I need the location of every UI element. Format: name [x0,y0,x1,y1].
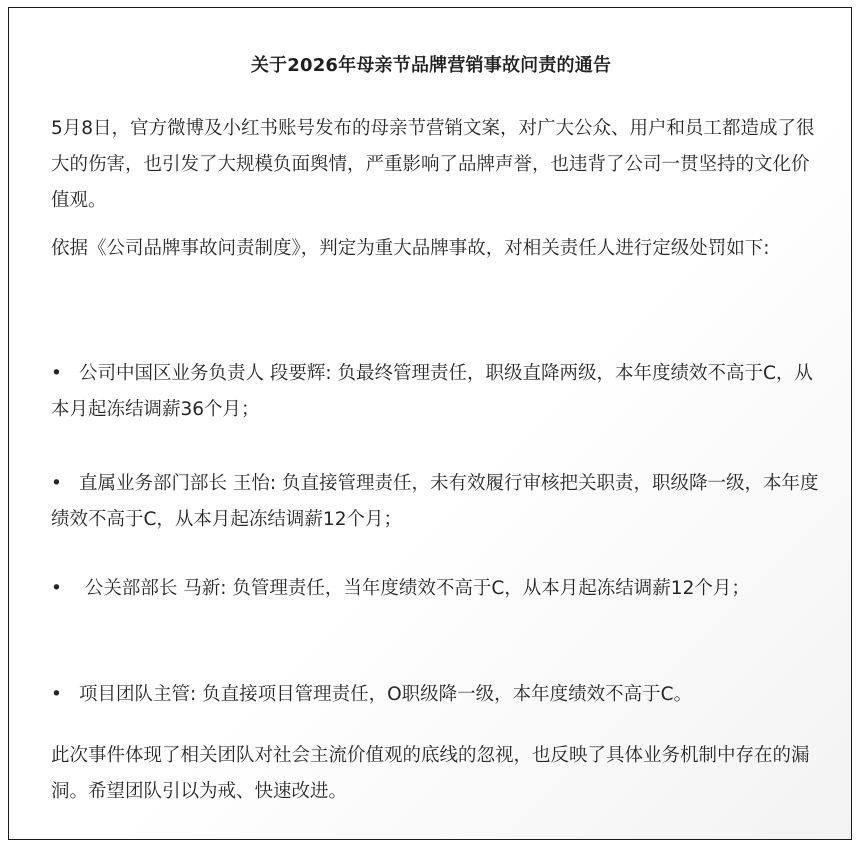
bullet-icon: • [51,363,62,384]
bullet-icon: • [51,684,62,705]
intro-paragraph: 5月8日，官方微博及小红书账号发布的母亲节营销文案，对广大公众、用户和员工都造成了很大的伤害，也引发了大规模负面舆情，严重影响了品牌声誉，也违背了公司一贯坚持的文化价值观。 [51,118,815,211]
penalty-text: 项目团队主管: 负直接项目管理责任，O职级降一级，本年度绩效不高于C。 [79,684,693,705]
basis-paragraph: 依据《公司品牌事故问责制度》，判定为重大品牌事故，对相关责任人进行定级处罚如下: [51,238,770,259]
penalty-item [51,466,821,538]
bullet-icon: • [51,473,62,494]
penalty-text: 公关部部长 马新: 负管理责任，当年度绩效不高于C，从本月起冻结调薪12个月； [79,578,750,599]
penalty-item [51,677,821,713]
penalty-text: 公司中国区业务负责人 段要辉: 负最终管理责任，职级直降两级，本年度绩效不高于C，从本月起冻结调薪36个月； [51,363,813,420]
penalty-item [51,356,821,428]
conclusion-paragraph: 此次事件体现了相关团队对社会主流价值观的底线的忽视，也反映了具体业务机制中存在的漏洞。希望团队引以为戒、快速改进。 [51,745,810,802]
notice-document [8,7,852,840]
bullet-icon: • [51,578,62,599]
penalty-text: 直属业务部门部长 王怡: 负直接管理责任，未有效履行审核把关职责，职级降一级，本年度绩效不高于C，从本月起冻结调薪12个月； [51,473,819,530]
notice-title: 关于2026年母亲节品牌营销事故问责的通告 [250,55,612,76]
penalty-item [51,571,821,607]
